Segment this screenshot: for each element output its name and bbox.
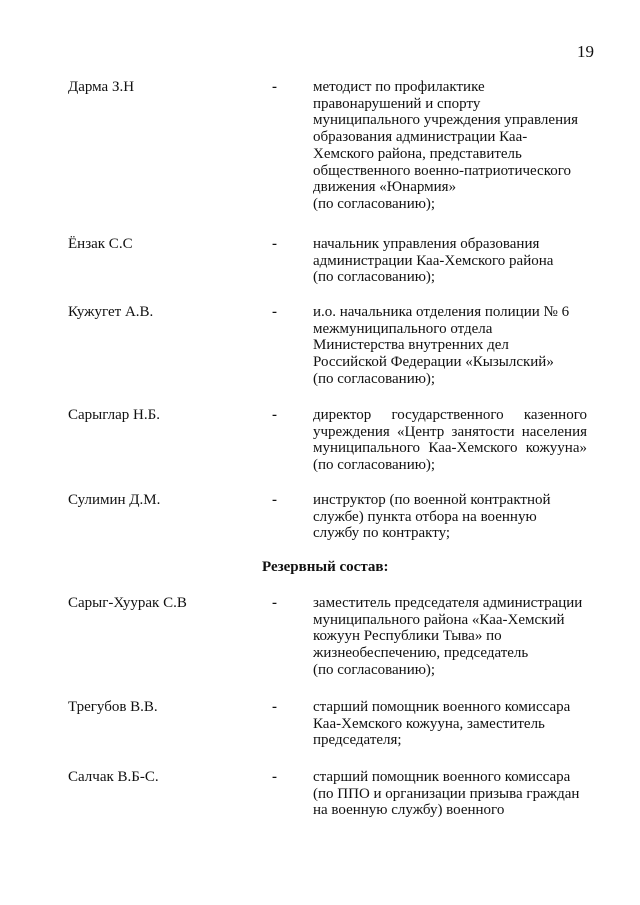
member-description bbox=[313, 769, 587, 819]
description-line: старший помощник военного комиссара bbox=[313, 769, 571, 785]
description-line: образования администрации Каа- bbox=[313, 129, 528, 146]
reserve-section-heading: Резервный состав: bbox=[262, 559, 389, 575]
description-line: и.о. начальника отделения полиции № 6 bbox=[313, 304, 570, 320]
dash-separator: - bbox=[272, 79, 277, 95]
description-line: (по согласованию); bbox=[313, 195, 436, 212]
description-line: службе) пункта отбора на военную bbox=[313, 508, 537, 525]
member-description bbox=[313, 236, 587, 286]
member-name: Сулимин Д.М. bbox=[68, 492, 161, 508]
description-line: председателя; bbox=[313, 732, 402, 749]
description-line: администрации Каа-Хемского района bbox=[313, 252, 554, 269]
description-line: на военную службу) военного bbox=[313, 802, 505, 819]
description-line: (по согласованию); bbox=[313, 457, 436, 474]
member-name: Ёнзак С.С bbox=[68, 236, 133, 252]
member-name: Сарыглар Н.Б. bbox=[68, 407, 160, 423]
description-line: Министерства внутренних дел bbox=[313, 337, 509, 354]
description-line: движения «Юнармия» bbox=[313, 179, 457, 196]
dash-separator: - bbox=[272, 699, 277, 715]
description-line: общественного военно-патриотического bbox=[313, 162, 572, 179]
member-description bbox=[313, 492, 587, 542]
description-line: методист по профилактике bbox=[313, 79, 485, 95]
description-line: учреждения «Центр занятости населения bbox=[313, 423, 587, 440]
description-line: кожуун Республики Тыва» по bbox=[313, 628, 502, 645]
description-line: службу по контракту; bbox=[313, 525, 451, 542]
member-description bbox=[313, 79, 587, 213]
dash-separator: - bbox=[272, 595, 277, 611]
dash-separator: - bbox=[272, 304, 277, 320]
member-description bbox=[313, 699, 587, 749]
description-line: заместитель председателя администрации bbox=[313, 595, 583, 611]
description-line: муниципального района «Каа-Хемский bbox=[313, 611, 565, 628]
description-line: старший помощник военного комиссара bbox=[313, 699, 571, 715]
member-name: Салчак В.Б-С. bbox=[68, 769, 159, 785]
description-line: (по согласованию); bbox=[313, 269, 436, 286]
description-line: муниципального Каа-Хемского кожууна» bbox=[313, 440, 587, 457]
description-line: Каа-Хемского кожууна, заместитель bbox=[313, 715, 545, 732]
description-line: Хемского района, представитель bbox=[313, 145, 522, 162]
page-number: 19 bbox=[577, 42, 594, 61]
description-line: директор государственного казенного bbox=[313, 407, 587, 423]
description-line: (по согласованию); bbox=[313, 661, 436, 678]
description-line: (по согласованию); bbox=[313, 370, 436, 387]
member-description bbox=[313, 595, 587, 679]
member-description bbox=[313, 407, 587, 474]
description-line: муниципального учреждения управления bbox=[313, 112, 579, 129]
dash-separator: - bbox=[272, 492, 277, 508]
description-line: правонарушений и спорту bbox=[313, 95, 481, 112]
description-line: (по ППО и организации призыва граждан bbox=[313, 785, 580, 802]
member-name: Трегубов В.В. bbox=[68, 699, 158, 715]
dash-separator: - bbox=[272, 769, 277, 785]
description-line: инструктор (по военной контрактной bbox=[313, 492, 551, 508]
description-line: межмуниципального отдела bbox=[313, 320, 493, 337]
member-name: Сарыг-Хуурак С.В bbox=[68, 595, 187, 611]
description-line: жизнеобеспечению, председатель bbox=[313, 645, 529, 662]
member-description bbox=[313, 304, 587, 388]
description-line: Российской Федерации «Кызылский» bbox=[313, 354, 554, 371]
member-name: Дарма З.Н bbox=[68, 79, 135, 95]
description-line: начальник управления образования bbox=[313, 236, 540, 252]
dash-separator: - bbox=[272, 236, 277, 252]
member-name: Кужугет А.В. bbox=[68, 304, 154, 320]
dash-separator: - bbox=[272, 407, 277, 423]
